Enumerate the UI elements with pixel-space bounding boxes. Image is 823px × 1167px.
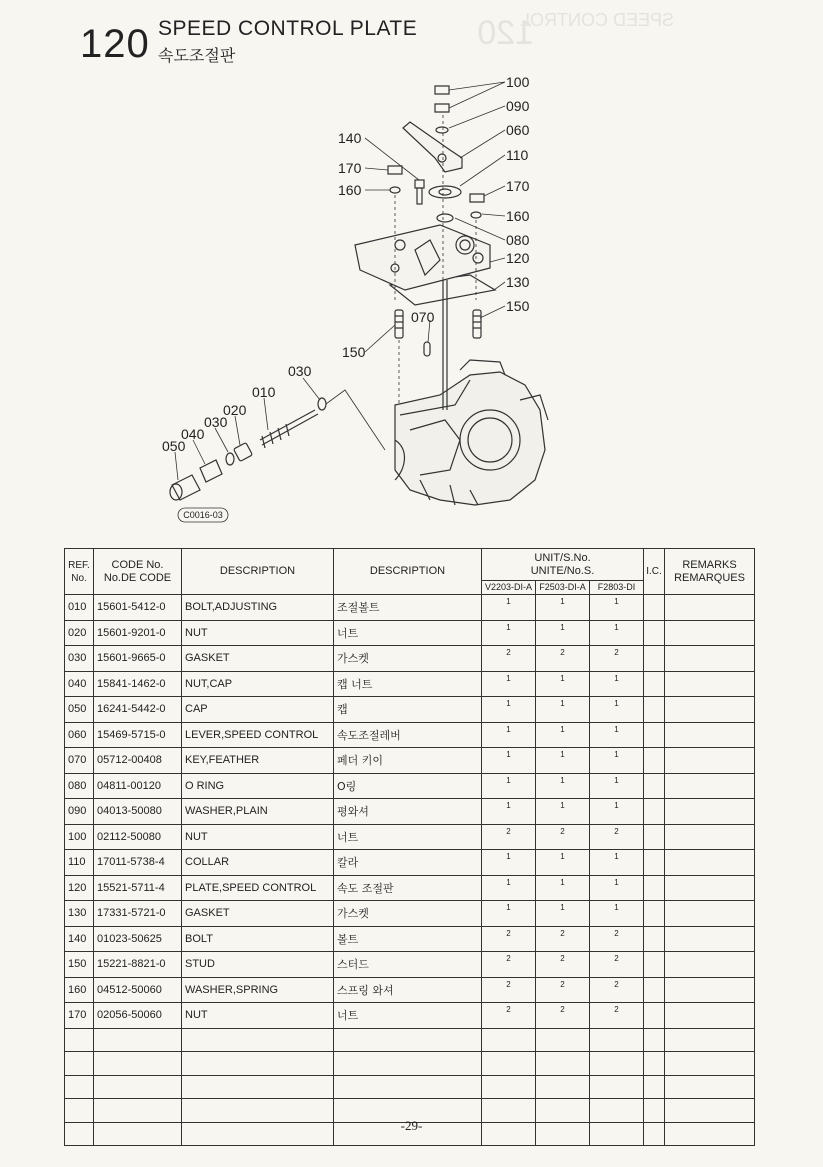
qty-cell: 1 xyxy=(590,875,644,901)
callout-label: 150 xyxy=(342,344,366,360)
qty-cell: 1 xyxy=(536,595,590,621)
ic-cell xyxy=(644,748,665,774)
qty-cell: 2 xyxy=(482,1003,536,1029)
figure-code: C0016-03 xyxy=(183,510,223,520)
description-ko-cell: 칼라 xyxy=(334,850,482,876)
empty-cell xyxy=(590,1052,644,1076)
qty-cell: 1 xyxy=(482,901,536,927)
ref-cell: 070 xyxy=(65,748,94,774)
qty-cell: 1 xyxy=(536,773,590,799)
description-ko-cell: 너트 xyxy=(334,824,482,850)
section-number: 120 xyxy=(80,22,150,66)
section-title-en: SPEED CONTROL PLATE xyxy=(158,17,418,40)
ic-cell xyxy=(644,620,665,646)
callout-label: 080 xyxy=(506,232,530,248)
ic-cell xyxy=(644,1003,665,1029)
qty-cell: 2 xyxy=(482,952,536,978)
empty-cell xyxy=(536,1052,590,1076)
callout-label: 170 xyxy=(338,160,362,176)
table-row xyxy=(65,620,755,646)
remarks-cell xyxy=(665,875,755,901)
code-cell: 15841-1462-0 xyxy=(94,671,182,697)
table-row xyxy=(65,697,755,723)
callout-label: 030 xyxy=(204,414,228,430)
code-cell: 17011-5738-4 xyxy=(94,850,182,876)
qty-cell: 1 xyxy=(482,595,536,621)
description-en-cell: LEVER,SPEED CONTROL xyxy=(182,722,334,748)
empty-cell xyxy=(182,1052,334,1076)
callout-label: 140 xyxy=(338,130,362,146)
ref-cell: 120 xyxy=(65,875,94,901)
qty-cell: 1 xyxy=(590,697,644,723)
callout-label: 150 xyxy=(506,298,530,314)
header-remarks: REMARKS REMARQUES xyxy=(665,549,755,595)
header-code-no: CODE No. No.DE CODE xyxy=(94,549,182,595)
description-en-cell: PLATE,SPEED CONTROL xyxy=(182,875,334,901)
ref-cell: 150 xyxy=(65,952,94,978)
callout-label: 040 xyxy=(181,426,205,442)
qty-cell: 2 xyxy=(590,977,644,1003)
code-cell: 02056-50060 xyxy=(94,1003,182,1029)
callout-label: 050 xyxy=(162,438,186,454)
qty-cell: 2 xyxy=(590,1003,644,1029)
table-row xyxy=(65,671,755,697)
ref-cell: 060 xyxy=(65,722,94,748)
description-ko-cell: 스터드 xyxy=(334,952,482,978)
callout-label: 060 xyxy=(506,122,530,138)
qty-cell: 1 xyxy=(590,595,644,621)
ic-cell xyxy=(644,595,665,621)
header-description-ko: DESCRIPTION xyxy=(334,549,482,595)
blank-table-row xyxy=(65,1052,755,1076)
remarks-cell xyxy=(665,722,755,748)
empty-cell xyxy=(182,1028,334,1052)
remarks-cell xyxy=(665,926,755,952)
ref-cell: 040 xyxy=(65,671,94,697)
description-ko-cell: O링 xyxy=(334,773,482,799)
qty-cell: 2 xyxy=(536,1003,590,1029)
qty-cell: 2 xyxy=(482,824,536,850)
empty-cell xyxy=(334,1075,482,1099)
callout-label: 160 xyxy=(338,182,362,198)
ref-cell: 020 xyxy=(65,620,94,646)
ic-cell xyxy=(644,850,665,876)
qty-cell: 1 xyxy=(536,875,590,901)
remarks-cell xyxy=(665,952,755,978)
qty-cell: 1 xyxy=(482,850,536,876)
description-ko-cell: 가스켓 xyxy=(334,901,482,927)
qty-cell: 1 xyxy=(536,620,590,646)
description-en-cell: KEY,FEATHER xyxy=(182,748,334,774)
callout-label: 120 xyxy=(506,250,530,266)
empty-cell xyxy=(65,1028,94,1052)
description-en-cell: BOLT,ADJUSTING xyxy=(182,595,334,621)
description-ko-cell: 조절볼트 xyxy=(334,595,482,621)
table-row xyxy=(65,824,755,850)
ref-cell: 140 xyxy=(65,926,94,952)
description-en-cell: COLLAR xyxy=(182,850,334,876)
empty-cell xyxy=(665,1075,755,1099)
ref-cell: 170 xyxy=(65,1003,94,1029)
header-model: F2803-DI xyxy=(590,581,644,595)
description-en-cell: STUD xyxy=(182,952,334,978)
remarks-cell xyxy=(665,697,755,723)
blank-table-row xyxy=(65,1028,755,1052)
qty-cell: 1 xyxy=(482,620,536,646)
section-title-ko: 속도조절판 xyxy=(158,46,236,65)
description-ko-cell: 페더 키이 xyxy=(334,748,482,774)
ic-cell xyxy=(644,952,665,978)
table-row xyxy=(65,1003,755,1029)
empty-cell xyxy=(94,1075,182,1099)
code-cell: 15601-9201-0 xyxy=(94,620,182,646)
remarks-cell xyxy=(665,901,755,927)
bleed-through-text: SPEED CONTROL 120 xyxy=(477,10,675,52)
ic-cell xyxy=(644,824,665,850)
qty-cell: 2 xyxy=(482,977,536,1003)
qty-cell: 1 xyxy=(536,748,590,774)
remarks-cell xyxy=(665,824,755,850)
empty-cell xyxy=(182,1075,334,1099)
qty-cell: 2 xyxy=(590,646,644,672)
empty-cell xyxy=(94,1052,182,1076)
qty-cell: 1 xyxy=(482,799,536,825)
header-unit: UNIT/S.No. UNITE/No.S. xyxy=(482,549,644,581)
ref-cell: 130 xyxy=(65,901,94,927)
qty-cell: 2 xyxy=(536,926,590,952)
description-en-cell: CAP xyxy=(182,697,334,723)
callout-label: 030 xyxy=(288,363,312,379)
code-cell: 02112-50080 xyxy=(94,824,182,850)
code-cell: 17331-5721-0 xyxy=(94,901,182,927)
description-en-cell: NUT xyxy=(182,824,334,850)
callout-label: 100 xyxy=(506,74,530,90)
remarks-cell xyxy=(665,671,755,697)
description-en-cell: GASKET xyxy=(182,646,334,672)
qty-cell: 1 xyxy=(536,671,590,697)
remarks-cell xyxy=(665,850,755,876)
ic-cell xyxy=(644,773,665,799)
qty-cell: 1 xyxy=(590,850,644,876)
description-ko-cell: 볼트 xyxy=(334,926,482,952)
qty-cell: 1 xyxy=(536,697,590,723)
qty-cell: 1 xyxy=(590,748,644,774)
ref-cell: 050 xyxy=(65,697,94,723)
empty-cell xyxy=(644,1052,665,1076)
description-en-cell: NUT xyxy=(182,1003,334,1029)
table-row xyxy=(65,977,755,1003)
ic-cell xyxy=(644,977,665,1003)
empty-cell xyxy=(665,1052,755,1076)
remarks-cell xyxy=(665,620,755,646)
qty-cell: 1 xyxy=(482,875,536,901)
table-row xyxy=(65,901,755,927)
qty-cell: 1 xyxy=(590,671,644,697)
table-row xyxy=(65,850,755,876)
code-cell: 15601-5412-0 xyxy=(94,595,182,621)
ref-cell: 090 xyxy=(65,799,94,825)
empty-cell xyxy=(334,1028,482,1052)
page-number: -29- xyxy=(400,1118,423,1133)
qty-cell: 2 xyxy=(590,926,644,952)
remarks-cell xyxy=(665,1003,755,1029)
qty-cell: 1 xyxy=(590,799,644,825)
empty-cell xyxy=(644,1075,665,1099)
callout-label: 170 xyxy=(506,178,530,194)
empty-cell xyxy=(482,1028,536,1052)
ref-cell: 110 xyxy=(65,850,94,876)
qty-cell: 2 xyxy=(536,952,590,978)
qty-cell: 2 xyxy=(536,824,590,850)
table-row xyxy=(65,952,755,978)
code-cell: 15221-8821-0 xyxy=(94,952,182,978)
remarks-cell xyxy=(665,646,755,672)
table-row xyxy=(65,875,755,901)
blank-table-row xyxy=(65,1075,755,1099)
qty-cell: 1 xyxy=(482,773,536,799)
header-model: V2203-DI-A xyxy=(482,581,536,595)
empty-cell xyxy=(65,1052,94,1076)
description-en-cell: NUT,CAP xyxy=(182,671,334,697)
qty-cell: 2 xyxy=(482,646,536,672)
description-en-cell: WASHER,PLAIN xyxy=(182,799,334,825)
qty-cell: 1 xyxy=(536,722,590,748)
description-en-cell: O RING xyxy=(182,773,334,799)
empty-cell xyxy=(65,1075,94,1099)
ic-cell xyxy=(644,671,665,697)
callout-label: 070 xyxy=(411,309,435,325)
qty-cell: 2 xyxy=(590,952,644,978)
empty-cell xyxy=(590,1075,644,1099)
code-cell: 05712-00408 xyxy=(94,748,182,774)
qty-cell: 2 xyxy=(536,977,590,1003)
callout-label: 110 xyxy=(506,147,529,163)
ic-cell xyxy=(644,875,665,901)
code-cell: 04811-00120 xyxy=(94,773,182,799)
code-cell: 04013-50080 xyxy=(94,799,182,825)
qty-cell: 1 xyxy=(590,773,644,799)
qty-cell: 1 xyxy=(482,671,536,697)
ic-cell xyxy=(644,799,665,825)
ic-cell xyxy=(644,646,665,672)
description-ko-cell: 속도조절레버 xyxy=(334,722,482,748)
description-ko-cell: 너트 xyxy=(334,1003,482,1029)
remarks-cell xyxy=(665,773,755,799)
description-ko-cell: 속도 조절판 xyxy=(334,875,482,901)
qty-cell: 1 xyxy=(482,697,536,723)
empty-cell xyxy=(644,1028,665,1052)
description-en-cell: GASKET xyxy=(182,901,334,927)
description-ko-cell: 캡 너트 xyxy=(334,671,482,697)
description-ko-cell: 평와셔 xyxy=(334,799,482,825)
ref-cell: 160 xyxy=(65,977,94,1003)
empty-cell xyxy=(334,1052,482,1076)
code-cell: 15469-5715-0 xyxy=(94,722,182,748)
description-en-cell: BOLT xyxy=(182,926,334,952)
description-en-cell: NUT xyxy=(182,620,334,646)
qty-cell: 2 xyxy=(590,824,644,850)
empty-cell xyxy=(665,1028,755,1052)
qty-cell: 1 xyxy=(482,722,536,748)
callout-label: 130 xyxy=(506,274,530,290)
table-row xyxy=(65,595,755,621)
code-cell: 16241-5442-0 xyxy=(94,697,182,723)
empty-cell xyxy=(94,1028,182,1052)
header-ref-no: REF. No. xyxy=(65,549,94,595)
qty-cell: 1 xyxy=(482,748,536,774)
code-cell: 15601-9665-0 xyxy=(94,646,182,672)
description-ko-cell: 가스켓 xyxy=(334,646,482,672)
description-ko-cell: 캡 xyxy=(334,697,482,723)
empty-cell xyxy=(482,1075,536,1099)
qty-cell: 1 xyxy=(590,901,644,927)
description-en-cell: WASHER,SPRING xyxy=(182,977,334,1003)
engine-block-illustration xyxy=(395,360,548,505)
qty-cell: 1 xyxy=(536,901,590,927)
code-cell: 04512-50060 xyxy=(94,977,182,1003)
empty-cell xyxy=(482,1052,536,1076)
qty-cell: 2 xyxy=(482,926,536,952)
qty-cell: 2 xyxy=(536,646,590,672)
parts-list-table xyxy=(64,548,755,1146)
description-ko-cell: 너트 xyxy=(334,620,482,646)
table-row xyxy=(65,722,755,748)
description-ko-cell: 스프링 와셔 xyxy=(334,977,482,1003)
remarks-cell xyxy=(665,977,755,1003)
qty-cell: 1 xyxy=(536,799,590,825)
qty-cell: 1 xyxy=(536,850,590,876)
header-description-en: DESCRIPTION xyxy=(182,549,334,595)
remarks-cell xyxy=(665,799,755,825)
ic-cell xyxy=(644,926,665,952)
empty-cell xyxy=(536,1075,590,1099)
table-row xyxy=(65,773,755,799)
exploded-parts-diagram xyxy=(0,0,823,540)
header-ic: I.C. xyxy=(644,549,665,595)
header-model: F2503-DI-A xyxy=(536,581,590,595)
ref-cell: 010 xyxy=(65,595,94,621)
qty-cell: 1 xyxy=(590,722,644,748)
empty-cell xyxy=(590,1028,644,1052)
empty-cell xyxy=(536,1028,590,1052)
callout-label: 020 xyxy=(223,402,247,418)
callout-label: 010 xyxy=(252,384,276,400)
table-row xyxy=(65,799,755,825)
table-row xyxy=(65,748,755,774)
ref-cell: 080 xyxy=(65,773,94,799)
ref-cell: 100 xyxy=(65,824,94,850)
code-cell: 15521-5711-4 xyxy=(94,875,182,901)
callout-label: 090 xyxy=(506,98,530,114)
remarks-cell xyxy=(665,748,755,774)
qty-cell: 1 xyxy=(590,620,644,646)
ic-cell xyxy=(644,697,665,723)
ic-cell xyxy=(644,901,665,927)
table-row xyxy=(65,926,755,952)
callout-label: 160 xyxy=(506,208,530,224)
remarks-cell xyxy=(665,595,755,621)
table-row xyxy=(65,646,755,672)
code-cell: 01023-50625 xyxy=(94,926,182,952)
ic-cell xyxy=(644,722,665,748)
ref-cell: 030 xyxy=(65,646,94,672)
